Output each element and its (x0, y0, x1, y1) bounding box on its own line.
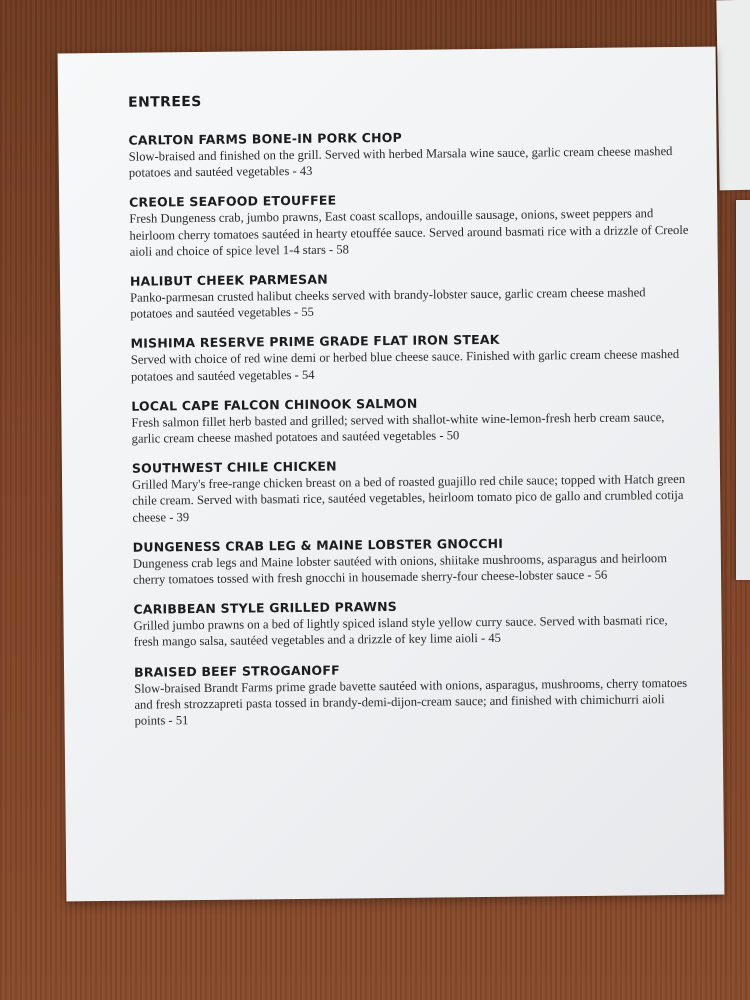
item-description: Slow-braised and finished on the grill. Served with herbed Marsala wine sauce, garlic cream cheese mashed potatoes and sautéed vegetables - 43 (128, 144, 673, 180)
item-description: Grilled Mary's free-range chicken breast on a bed of roasted guajillo red chile sauce; topped with Hatch green chile cream. Served with basmati rice, sautéed vegetables, heirloom tomato pico de gallo and crumbled cotija cheese - 39 (132, 472, 686, 525)
item-name: BRAISED BEEF STROGANOFF (133, 662, 340, 680)
menu-item (130, 268, 690, 322)
adjacent-paper-top (716, 0, 750, 190)
item-name: SOUTHWEST CHILE CHICKEN (131, 458, 337, 476)
menu-item (134, 658, 695, 728)
menu-item (133, 534, 693, 588)
item-description: Grilled jumbo prawns on a bed of lightly spiced island style yellow curry sauce. Served with basmati rice, fresh mango salsa, sautéed vegetables and a drizzle of key lime aioli - 45 (133, 613, 668, 650)
item-name: LOCAL CAPE FALCON CHINOOK SALMON (131, 395, 418, 414)
menu-item (132, 455, 693, 525)
item-description: Panko-parmesan crusted halibut cheeks served with brandy-lobster sauce, garlic cream cheese mashed potatoes and sautéed vegetables - 55 (130, 285, 646, 321)
item-description: Slow-braised Brandt Farms prime grade bavette sautéed with onions, asparagus, mushrooms, cherry tomatoes and fresh strozzapreti pasta tossed in brandy-demi-dijon-cream sauce; and finished with chimichurri aioli points - 51 (134, 675, 688, 728)
item-name: CREOLE SEAFOOD ETOUFFEE (129, 192, 337, 211)
item-description: Fresh Dungeness crab, jumbo prawns, East coast scallops, andouille sausage, onions, sweet peppers and heirloom cherry tomatoes sautéed in hearty etouffée sauce. Served around basmati rice with a drizzle of Creole aioli and choice of spice level 1-4 stars - 58 (129, 206, 689, 259)
menu-item (128, 127, 688, 181)
menu-item (131, 330, 691, 384)
item-name: CARIBBEAN STYLE GRILLED PRAWNS (133, 599, 397, 617)
section-title: ENTREES (128, 93, 202, 111)
menu-content (128, 89, 695, 743)
item-name: DUNGENESS CRAB LEG & MAINE LOBSTER GNOCCHI (132, 535, 504, 555)
adjacent-paper-middle (736, 200, 750, 580)
item-name: CARLTON FARMS BONE-IN PORK CHOP (128, 129, 402, 148)
menu-sheet (58, 47, 725, 902)
item-name: HALIBUT CHEEK PARMESAN (129, 271, 328, 289)
item-description: Dungeness crab legs and Maine lobster sautéed with onions, shiitake mushrooms, asparagus and heirloom cherry tomatoes tossed with fresh gnocchi in housemade sherry-four cheese-lobster sauce - 56 (132, 550, 668, 587)
item-name: MISHIMA RESERVE PRIME GRADE FLAT IRON STEAK (130, 332, 500, 352)
menu-item (131, 393, 691, 447)
menu-item (133, 596, 693, 650)
menu-item (129, 189, 690, 259)
item-description: Served with choice of red wine demi or herbed blue cheese sauce. Finished with garlic cream cheese mashed potatoes and sautéed vegetables - 54 (130, 347, 680, 384)
item-description: Fresh salmon fillet herb basted and grilled; served with shallot-white wine-lemon-fresh herb cream sauce, garlic cream cheese mashed potatoes and sautéed vegetables - 50 (131, 409, 665, 446)
